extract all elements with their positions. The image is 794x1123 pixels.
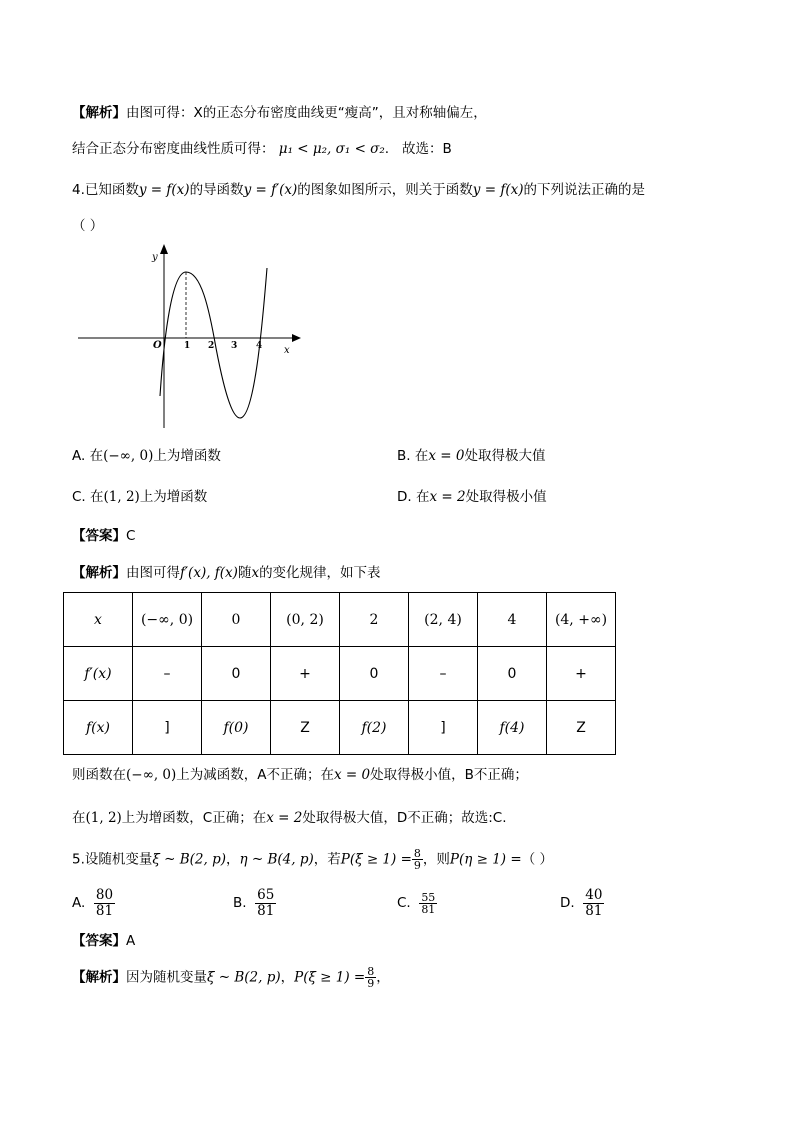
table-cell: x xyxy=(64,593,133,647)
analysis-tag: 【解析】 xyxy=(72,969,126,986)
table-cell: Z xyxy=(271,701,340,755)
option-text: 上为增函数 xyxy=(139,489,208,505)
answer-value: C xyxy=(126,528,136,544)
fraction xyxy=(94,888,115,919)
x-axis-label: x xyxy=(284,345,290,356)
conclusion-line-2 xyxy=(72,808,507,828)
analysis-variable: x xyxy=(251,565,260,581)
conclusion-formula: x = 0 xyxy=(334,767,371,783)
analysis-text: 由图可得 xyxy=(126,565,180,581)
option-letter: D. xyxy=(397,489,412,505)
stem-text: 的下列说法正确的是 xyxy=(523,182,645,198)
fraction xyxy=(419,892,437,915)
table-cell: 2 xyxy=(340,593,409,647)
table-cell: – xyxy=(133,647,202,701)
fraction xyxy=(412,848,423,871)
table-cell: f′(x) xyxy=(64,647,133,701)
fraction-numerator: 8 xyxy=(367,965,375,978)
option-letter: A. xyxy=(72,895,86,911)
analysis-text: 结合正态分布密度曲线性质可得： xyxy=(72,141,275,157)
stem-text: 的导函数 xyxy=(189,182,244,198)
option-letter: C. xyxy=(397,895,411,911)
analysis-5 xyxy=(72,966,390,989)
fraction-numerator: 40 xyxy=(585,886,603,903)
table-cell: ] xyxy=(133,701,202,755)
fraction-numerator: 65 xyxy=(257,886,275,903)
analysis-tag: 【解析】 xyxy=(72,565,126,581)
table-cell: f(x) xyxy=(64,701,133,755)
option-text: 在 xyxy=(89,448,104,464)
stem-text: 已知函数 xyxy=(84,182,139,198)
tick-label-1: 1 xyxy=(184,341,191,351)
table-row xyxy=(64,593,616,647)
table-cell: – xyxy=(409,647,478,701)
table-cell: (4, +∞) xyxy=(547,593,616,647)
option-letter: B. xyxy=(397,448,411,464)
fraction-denominator: 81 xyxy=(585,902,603,919)
table-cell: ] xyxy=(409,701,478,755)
table-cell: (2, 4) xyxy=(409,593,478,647)
option-letter: D. xyxy=(560,895,575,911)
period: . xyxy=(384,141,390,157)
fraction-denominator: 81 xyxy=(257,902,275,919)
variation-table xyxy=(63,592,616,755)
fraction-denominator: 9 xyxy=(413,859,421,872)
x-axis-arrow xyxy=(292,334,301,342)
table-cell: + xyxy=(271,647,340,701)
option-5c xyxy=(397,887,437,919)
conclusion-text: 上为减函数，A不正确；在 xyxy=(176,767,335,783)
option-a xyxy=(72,446,221,466)
answer-tag: 【答案】 xyxy=(72,933,126,949)
stem-text: ，则 xyxy=(422,851,450,868)
probability-formula: P(ξ ≥ 1) = xyxy=(340,851,412,868)
function-formula: y = f(x) xyxy=(472,182,524,198)
analysis-tag: 【解析】 xyxy=(72,105,126,121)
table-cell: 4 xyxy=(478,593,547,647)
separator: ， xyxy=(280,969,295,986)
table-cell: (−∞, 0) xyxy=(133,593,202,647)
option-5b xyxy=(233,887,276,919)
table-cell: (0, 2) xyxy=(271,593,340,647)
option-formula: (1, 2) xyxy=(103,489,140,505)
conclusion-formula: x = 2 xyxy=(266,810,303,826)
table-row xyxy=(64,701,616,755)
option-formula: x = 0 xyxy=(428,448,465,464)
table-cell: f(4) xyxy=(478,701,547,755)
conclusion-formula: (−∞, 0) xyxy=(126,767,177,783)
question-number: 5. xyxy=(72,851,85,868)
separator: ， xyxy=(226,851,240,868)
option-letter: C. xyxy=(72,489,86,505)
analysis-4 xyxy=(72,563,381,583)
answer-paren: （ ） xyxy=(521,851,553,868)
analysis-formula: f′(x), f(x) xyxy=(180,565,238,581)
option-text: 处取得极大值 xyxy=(464,448,546,464)
option-letter: B. xyxy=(233,895,247,911)
y-axis-label: y xyxy=(152,252,158,263)
stem-text: 设随机变量 xyxy=(84,851,153,868)
table-cell: f(0) xyxy=(202,701,271,755)
probability-formula: P(ξ ≥ 1) = xyxy=(294,969,366,986)
answer-value: A xyxy=(126,933,136,949)
tick-label-3: 3 xyxy=(231,341,238,351)
table-cell: Z xyxy=(547,701,616,755)
conclusion-text: 在 xyxy=(72,810,86,826)
option-text: 在 xyxy=(90,489,104,505)
option-formula: x = 2 xyxy=(429,489,466,505)
fraction xyxy=(365,966,376,989)
option-b xyxy=(397,446,545,466)
answer-tag: 【答案】 xyxy=(72,528,126,544)
table-cell: 0 xyxy=(202,593,271,647)
analysis-text: 的变化规律，如下表 xyxy=(259,565,381,581)
fraction-numerator: 80 xyxy=(95,886,114,903)
conclusion-text: 则函数在 xyxy=(72,767,126,783)
conclusion-formula: (1, 2) xyxy=(85,810,122,826)
fraction-denominator: 81 xyxy=(421,902,436,916)
distribution-formula: ξ ~ B(2, p) xyxy=(207,969,281,986)
table-row xyxy=(64,647,616,701)
option-formula: (−∞, 0) xyxy=(103,448,154,464)
fraction-numerator: 8 xyxy=(413,847,421,860)
option-c xyxy=(72,487,207,507)
separator: ， xyxy=(376,969,390,986)
function-formula: y = f(x) xyxy=(138,182,190,198)
stem-text: 的图象如图所示，则关于函数 xyxy=(297,182,473,198)
fraction xyxy=(255,888,276,919)
option-5a xyxy=(72,887,115,919)
analysis-text: 因为随机变量 xyxy=(126,969,207,986)
question-5-stem xyxy=(72,848,553,871)
choice-statement: 故选：B xyxy=(401,141,452,157)
inequality-formula: μ₁ < μ₂, σ₁ < σ₂ xyxy=(278,141,385,157)
conclusion-text: 处取得极小值，B不正确； xyxy=(370,767,528,783)
conclusion-text: 处取得极大值，D不正确；故选:C. xyxy=(302,810,507,826)
conclusion-text: 上为增函数，C正确；在 xyxy=(121,810,267,826)
fraction xyxy=(583,888,604,919)
option-d xyxy=(397,487,547,507)
analysis-text: 随 xyxy=(237,565,252,581)
table-cell: 0 xyxy=(478,647,547,701)
fraction-denominator: 81 xyxy=(95,902,114,919)
derivative-graph xyxy=(76,238,306,433)
tick-label-2: 2 xyxy=(208,341,215,351)
tick-label-4: 4 xyxy=(256,341,263,351)
option-text: 在 xyxy=(415,489,430,505)
option-5d xyxy=(560,887,604,919)
table-cell: f(2) xyxy=(340,701,409,755)
analysis-text: 由图可得：X的正态分布密度曲线更“瘦高”，且对称轴偏左， xyxy=(126,105,487,121)
option-text: 在 xyxy=(414,448,429,464)
fraction-numerator: 55 xyxy=(421,890,436,904)
distribution-formula: η ~ B(4, p) xyxy=(239,851,314,868)
origin-label: O xyxy=(153,340,162,351)
answer-4 xyxy=(72,526,135,546)
fraction-denominator: 9 xyxy=(367,977,375,990)
derivative-formula: y = f′(x) xyxy=(243,182,298,198)
option-letter: A. xyxy=(72,448,86,464)
stem-text: ，若 xyxy=(313,851,341,868)
question-number: 4. xyxy=(72,182,85,198)
analysis-paragraph-2 xyxy=(72,139,452,159)
y-axis-arrow xyxy=(160,244,168,254)
table-cell: 0 xyxy=(202,647,271,701)
answer-5 xyxy=(72,931,135,951)
table-cell: + xyxy=(547,647,616,701)
probability-formula: P(η ≥ 1) = xyxy=(449,851,522,868)
distribution-formula: ξ ~ B(2, p) xyxy=(152,851,226,868)
analysis-paragraph-1 xyxy=(72,103,487,123)
question-4-stem xyxy=(72,180,645,200)
question-4-paren: （ ） xyxy=(72,218,104,234)
option-text: 上为增函数 xyxy=(153,448,221,464)
option-text: 处取得极小值 xyxy=(465,489,547,505)
conclusion-line-1 xyxy=(72,765,528,785)
table-cell: 0 xyxy=(340,647,409,701)
